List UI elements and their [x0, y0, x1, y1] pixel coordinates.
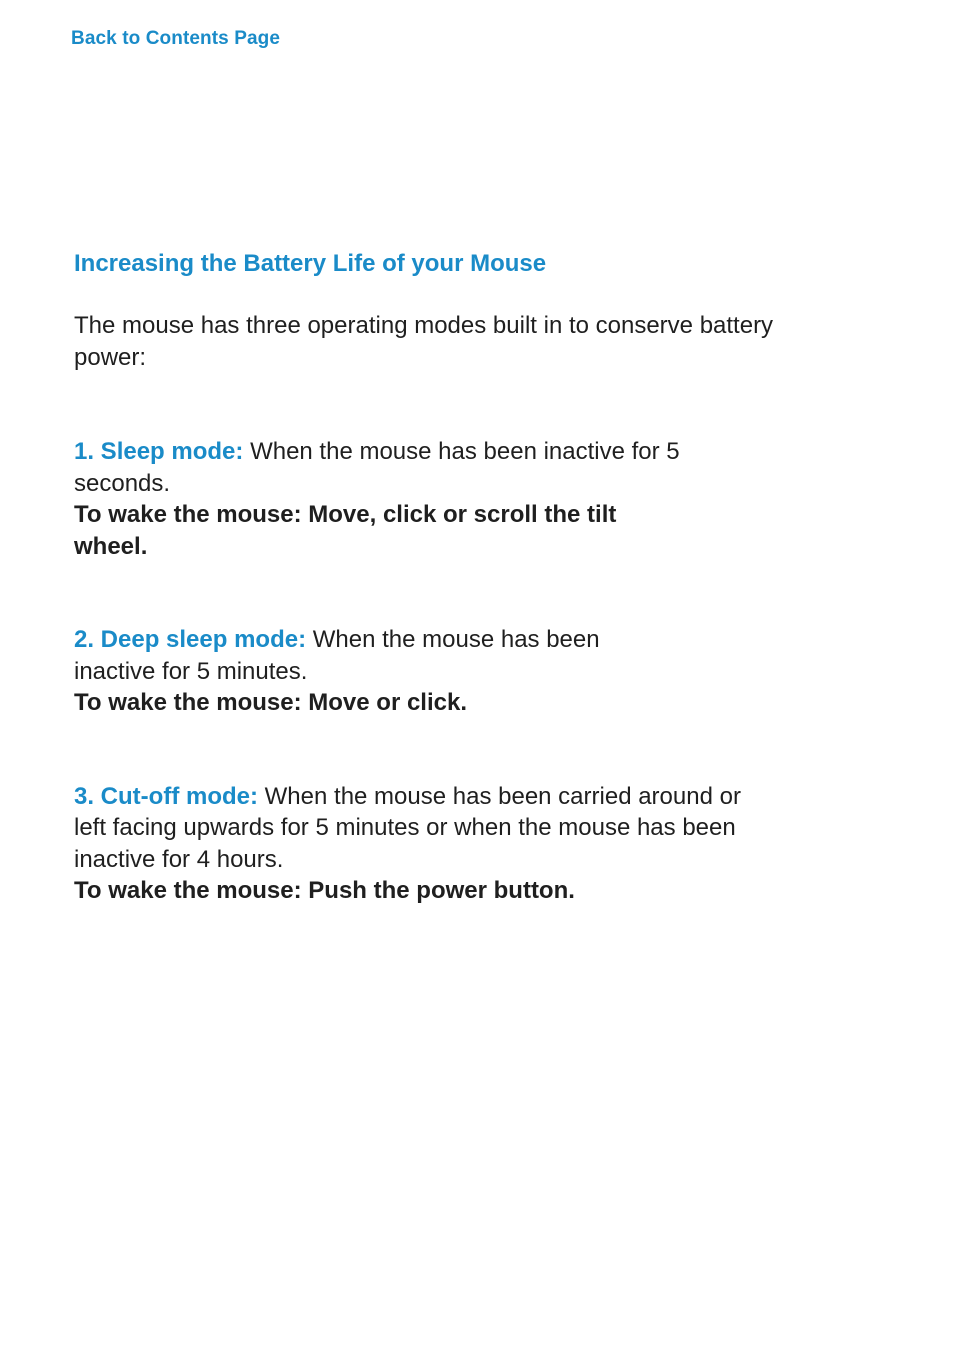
- section-title: Increasing the Battery Life of your Mouse: [74, 250, 547, 277]
- intro-paragraph: The mouse has three operating modes built in to conserve battery power:: [74, 312, 774, 371]
- mode-deep-sleep-title: 2. Deep sleep mode:: [74, 626, 307, 653]
- mode-sleep-description: When the mouse has been inactive for 5 seconds.: [74, 438, 680, 497]
- back-to-contents-link[interactable]: Back to Contents Page: [71, 28, 281, 49]
- mode-deep-sleep-description: When the mouse has been inactive for 5 minutes.: [74, 626, 600, 685]
- mode-sleep-title: 1. Sleep mode:: [74, 438, 244, 465]
- battery-life-section: [74, 248, 814, 907]
- mode-cut-off-wake-instruction: To wake the mouse: Push the power button.: [74, 877, 575, 904]
- mode-cut-off-title: 3. Cut-off mode:: [74, 782, 258, 810]
- mode-cut-off: [74, 781, 764, 907]
- mode-deep-sleep: [74, 624, 664, 719]
- mode-deep-sleep-wake-instruction: To wake the mouse: Move or click.: [74, 689, 467, 716]
- mode-cut-off-description: When the mouse has been carried around or left facing upwards for 5 minutes or when the mouse has been inactive for 4 hours.: [74, 782, 741, 873]
- mode-sleep-wake-instruction: To wake the mouse: Move, click or scroll the tilt wheel.: [74, 501, 617, 560]
- mode-sleep: [74, 436, 684, 562]
